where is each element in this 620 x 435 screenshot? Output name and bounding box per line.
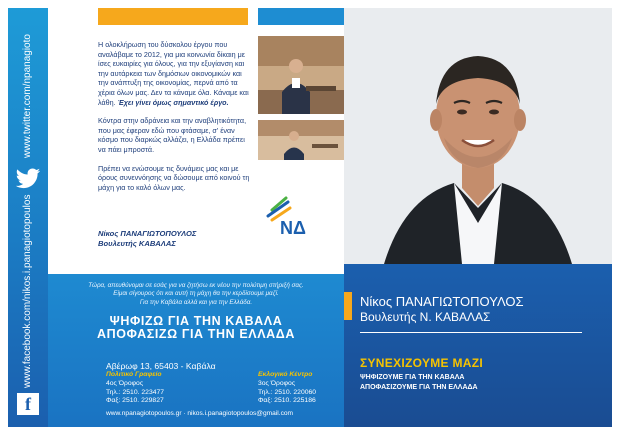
twitter-link[interactable]: www.twitter.com/npanagioto — [22, 34, 33, 158]
vote-headline-2: ΑΠΟΦΑΣΙΖΩ ΓΙΑ ΤΗΝ ΕΛΛΑΔΑ — [97, 327, 295, 341]
appeal-text: Τώρα, απευθύνομαι σε εσάς για να ζητήσω εκ νέου την πολύτιμη στήριξή σας. Είμαι σίγουρος ότι και αυτή τη μάχη θα την κερδίσουμε μαζί. Για την Καβάλα αλλά και για την Ελλάδα. — [88, 282, 304, 306]
contact-block — [48, 274, 344, 427]
middle-panel — [48, 8, 344, 427]
slogan-headline: ΣΥΝΕΧΙΖΟΥΜΕ ΜΑΖΙ — [360, 356, 484, 370]
office-address: Αβέρωφ 13, 65403 - Καβάλα — [106, 361, 216, 371]
brochure-sheet — [8, 8, 612, 427]
orange-accent-tab — [344, 292, 352, 320]
political-office-info: Πολιτικό Γραφείο 4ος Όροφος Τηλ.: 2510. 223477 Φαξ: 2510. 229827 — [106, 371, 165, 405]
vote-headline-1: ΨΗΦΙΖΩ ΓΙΑ ΤΗΝ ΚΑΒΑΛΑ — [109, 314, 283, 328]
twitter-bird-icon — [14, 168, 42, 190]
parliament-photo — [258, 36, 344, 114]
parliament-photo-2 — [258, 120, 344, 160]
message-paragraph-2: Κόντρα στην αδράνεια και την αναβλητικότητα, που μας έφεραν εδώ που φτάσαμε, σ' έναν κόσμο που διαρκώς αλλάζει, η Ελλάδα πρέπει να πάει μπροστά. — [98, 116, 247, 154]
website-and-email[interactable]: www.npanagiotopoulos.gr · nikos.i.panagiotopoulos@gmail.com — [106, 410, 294, 417]
election-center-info: Εκλογικό Κέντρο 3ος Όροφος Τηλ.: 2510. 220060 Φαξ: 2510. 225186 — [258, 371, 317, 405]
signature-name: Νίκος ΠΑΝΑΓΙΩΤΟΠΟΥΛΟΣ — [98, 229, 197, 238]
nd-party-logo — [262, 192, 322, 238]
slogan-lines: ΨΗΦΙΖΟΥΜΕ ΓΙΑ ΤΗΝ ΚΑΒΑΛΑ ΑΠΟΦΑΣΙΖΟΥΜΕ ΓΙΑ ΤΗΝ ΕΛΛΑΔΑ — [360, 374, 478, 391]
signature-role: Βουλευτής ΚΑΒΑΛΑΣ — [98, 239, 176, 248]
facebook-link[interactable]: www.facebook.com/nikos.i.panagiotopoulos — [22, 194, 33, 388]
orange-header-bar — [98, 8, 248, 25]
facebook-icon: f — [17, 393, 39, 415]
blue-header-bar — [258, 8, 344, 25]
social-spine — [8, 8, 48, 427]
message-text — [98, 40, 250, 201]
nd-logo-text: ΝΔ — [280, 218, 306, 238]
candidate-portrait — [344, 8, 612, 264]
message-paragraph-3: Πρέπει να ενώσουμε τις δυνάμεις μας και με όρους συνεννόησης να δώσουμε από κοινού τη μάχη για το καλό όλων μας. — [98, 163, 250, 192]
divider-line — [360, 332, 582, 333]
right-panel — [344, 8, 612, 427]
candidate-name: Νίκος ΠΑΝΑΓΙΩΤΟΠΟΥΛΟΣ — [360, 294, 524, 309]
message-highlight: Έχει γίνει όμως σημαντικό έργο. — [117, 97, 229, 107]
message-paragraph-1: Η ολοκλήρωση του δύσκολου έργου που αναλάβαμε το 2012, για μια κοινωνία δίκαιη με ίσες ευκαιρίες για όλους, για την εξυγίανση και την αυτάρκεια των δημόσιων οικονομικών και την ανάπτυξη της οικονομίας, περνά από τα χέρια όλων μας. Δεν τα κάναμε όλα. Κάναμε και λάθη. Έχει γίνει όμως σημαντικό έργο. — [98, 40, 249, 107]
candidate-block — [344, 264, 612, 427]
candidate-role: Βουλευτής Ν. ΚΑΒΑΛΑΣ — [360, 310, 491, 324]
signature — [98, 229, 196, 249]
